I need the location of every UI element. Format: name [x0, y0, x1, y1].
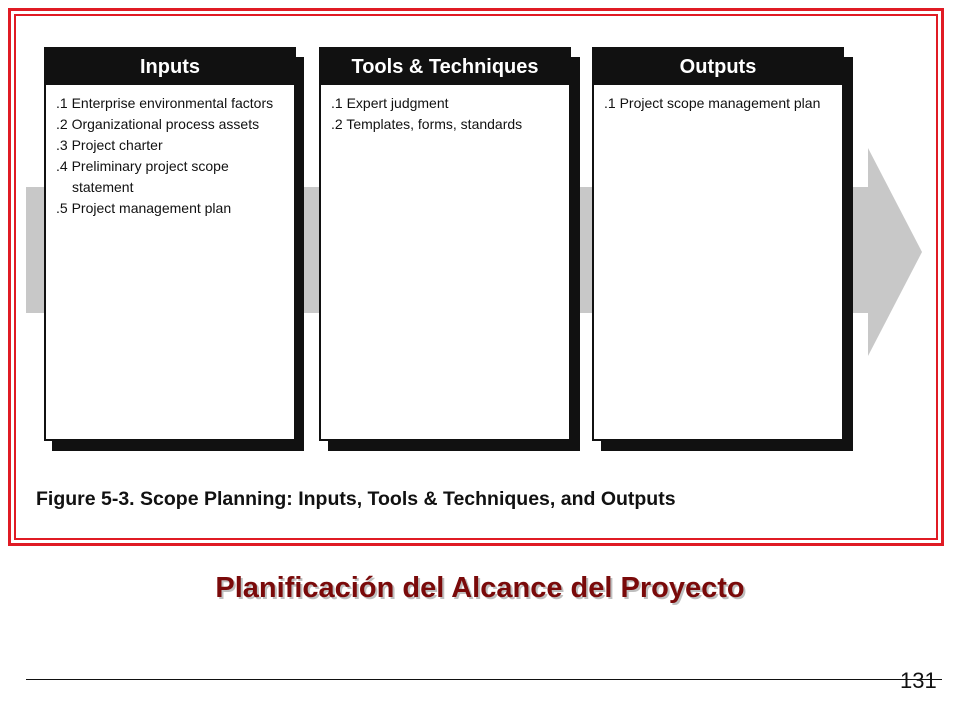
list-item: .5 Project management plan	[56, 200, 232, 216]
slide-title: Planificación del Alcance del Proyecto	[215, 572, 745, 604]
list-item: .4 Preliminary project scope statement	[56, 158, 229, 195]
list-item: .3 Project charter	[56, 137, 163, 153]
tools-column	[319, 47, 571, 441]
list-item: .2 Organizational process assets	[56, 116, 260, 132]
outputs-column-title: Outputs	[594, 49, 842, 85]
figure-caption: Figure 5-3. Scope Planning: Inputs, Tools & Techniques, and Outputs	[36, 488, 676, 510]
flow-arrow-head	[868, 148, 922, 356]
footer-divider	[26, 679, 942, 680]
list-item: .1 Project scope management plan	[604, 95, 821, 111]
list-item: .2 Templates, forms, standards	[331, 116, 523, 132]
outputs-list	[594, 85, 842, 114]
inputs-column	[44, 47, 296, 441]
outputs-column	[592, 47, 844, 441]
tools-column-title: Tools & Techniques	[321, 49, 569, 85]
list-item: .1 Expert judgment	[331, 95, 449, 111]
list-item: .1 Enterprise environmental factors	[56, 95, 274, 111]
page-number: 131	[900, 668, 937, 693]
tools-list	[321, 85, 569, 135]
inputs-column-title: Inputs	[46, 49, 294, 85]
inputs-list	[46, 85, 294, 219]
